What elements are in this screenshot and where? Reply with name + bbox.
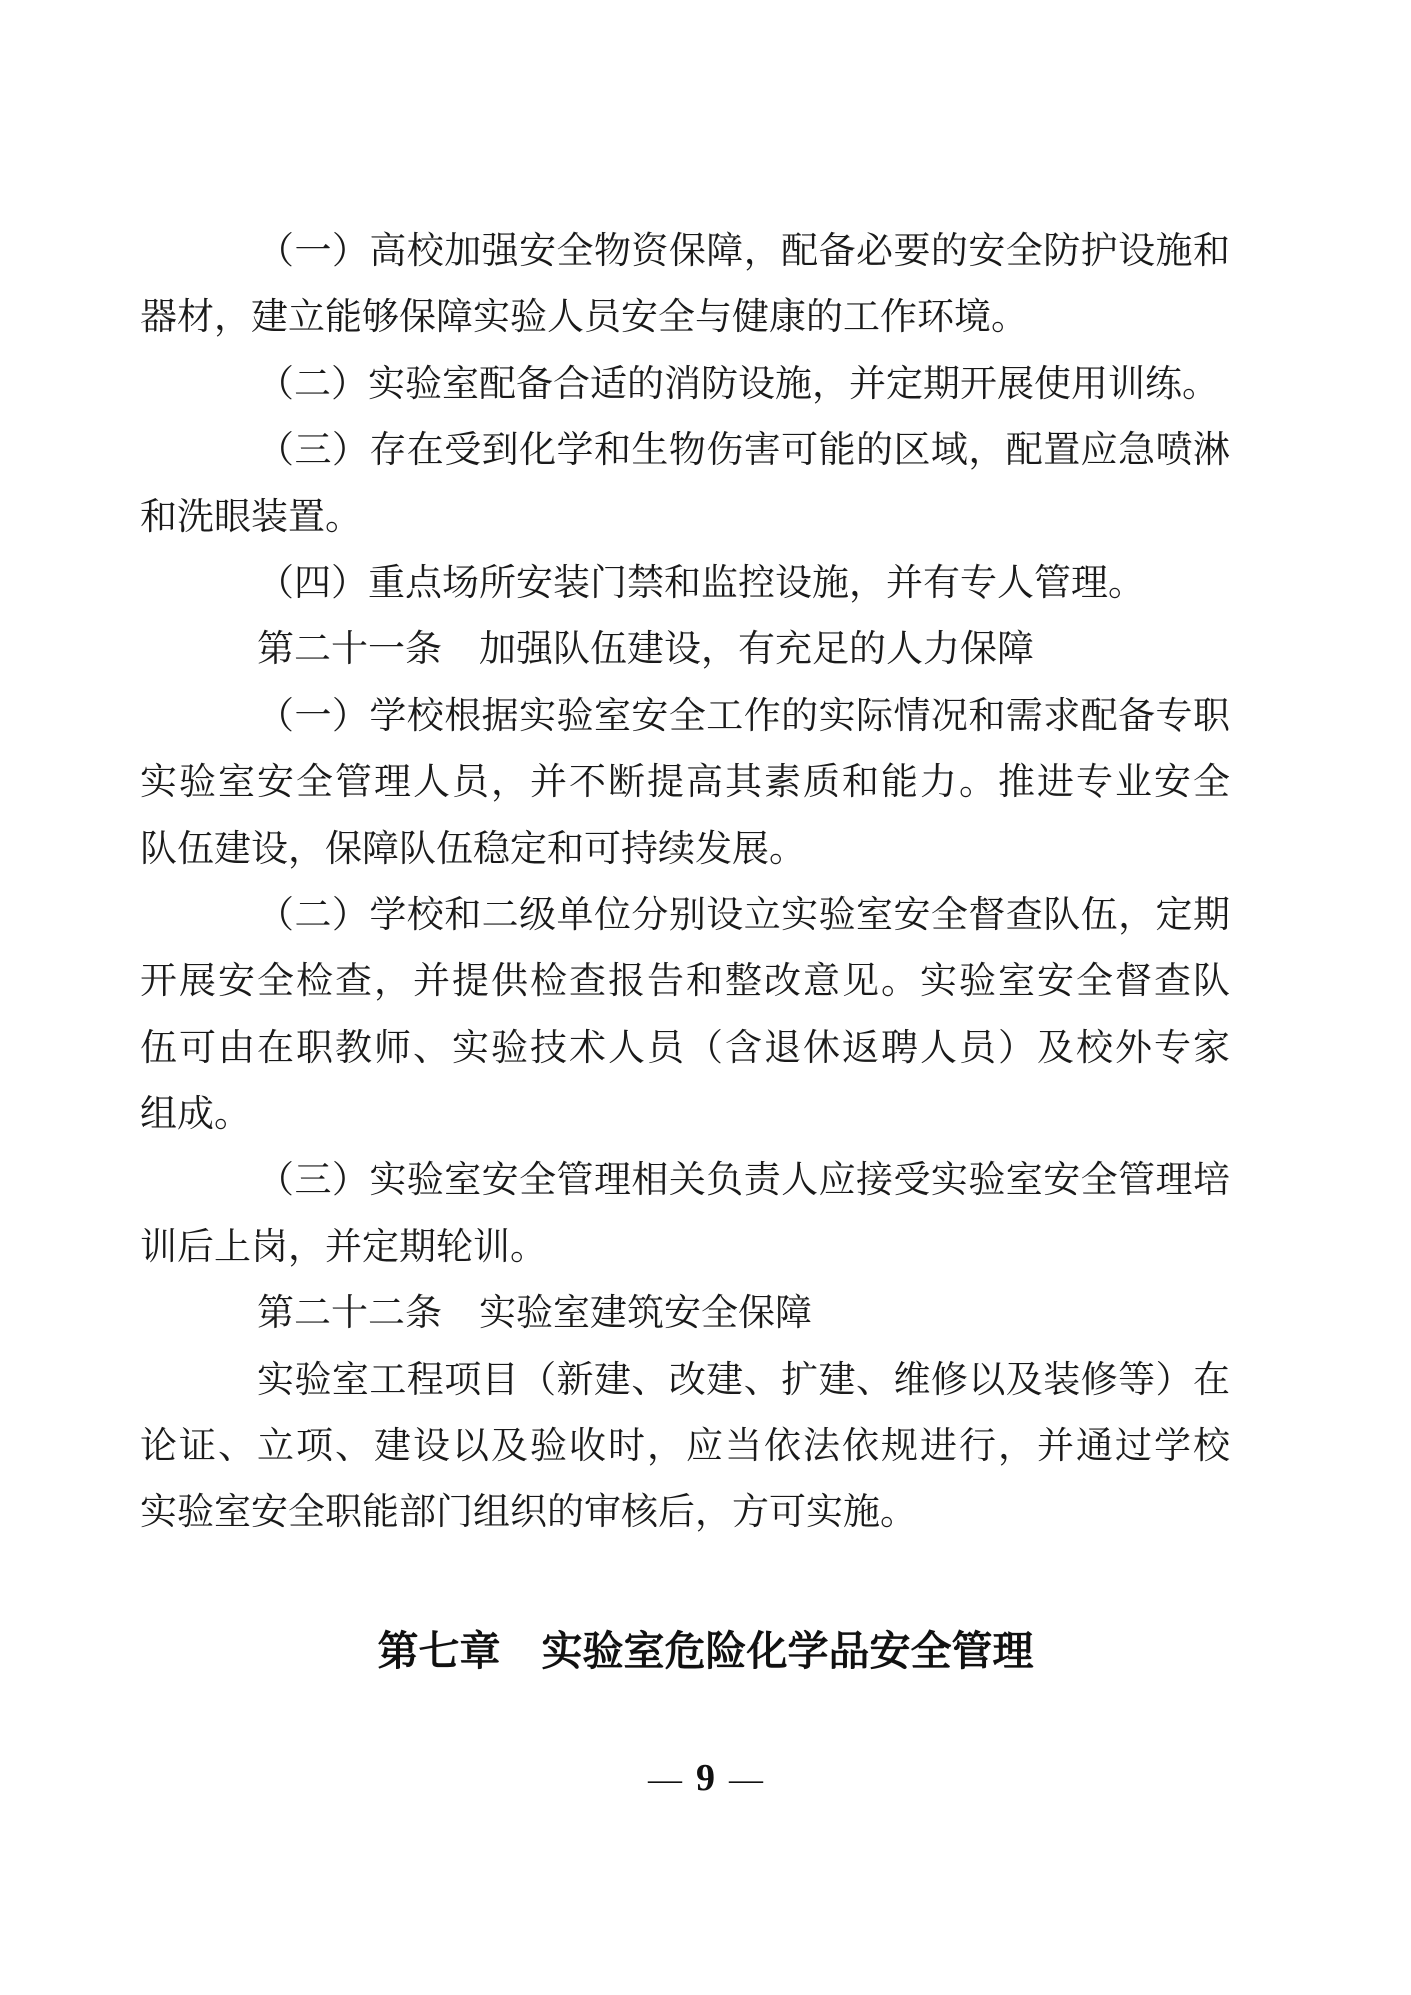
- paragraph: [140, 1148, 1230, 1281]
- text-line: 器材，建立能够保障实验人员安全与健康的工作环境。: [140, 297, 1028, 339]
- text-line: （一）学校根据实验室安全工作的实际情况和需求配备专职: [257, 695, 1230, 737]
- paragraph: [140, 352, 1230, 418]
- paragraph: [140, 551, 1230, 617]
- footer-right-dash: —: [729, 1761, 763, 1798]
- text-line: 队伍建设，保障队伍稳定和可持续发展。: [140, 828, 806, 870]
- article-heading: [140, 1281, 1230, 1347]
- chapter-heading: 第七章 实验室危险化学品安全管理: [377, 1628, 1034, 1674]
- text-line: 训后上岗，并定期轮训。: [140, 1226, 547, 1268]
- text-line: 和洗眼装置。: [140, 496, 362, 538]
- footer-left-dash: —: [648, 1761, 682, 1798]
- text-line: （三）实验室安全管理相关负责人应接受实验室安全管理培: [257, 1160, 1230, 1202]
- text-line: （四）重点场所安装门禁和监控设施，并有专人管理。: [257, 562, 1145, 604]
- page-footer: [0, 1752, 1411, 1806]
- body-text-block: [140, 219, 1230, 1547]
- paragraph: [140, 418, 1230, 551]
- text-line: （三）存在受到化学和生物伤害可能的区域，配置应急喷淋: [257, 430, 1230, 472]
- paragraph: [140, 1348, 1230, 1547]
- text-line: 论证、立项、建设以及验收时，应当依法依规进行，并通过学校: [140, 1426, 1230, 1468]
- text-line: （一）高校加强安全物资保障，配备必要的安全防护设施和: [257, 231, 1230, 272]
- text-line: 开展安全检查，并提供检查报告和整改意见。实验室安全督查队: [140, 961, 1230, 1003]
- text-line: （二）实验室配备合适的消防设施，并定期开展使用训练。: [257, 363, 1219, 405]
- text-line: 实验室工程项目（新建、改建、扩建、维修以及装修等）在: [257, 1359, 1230, 1401]
- article-heading: [140, 617, 1230, 683]
- paragraph: [140, 684, 1230, 883]
- paragraph: [140, 883, 1230, 1149]
- text-line: 实验室安全职能部门组织的审核后，方可实施。: [140, 1492, 917, 1534]
- paragraph: [140, 219, 1230, 352]
- text-line: （二）学校和二级单位分别设立实验室安全督查队伍，定期: [257, 894, 1230, 936]
- text-line: 伍可由在职教师、实验技术人员（含退休返聘人员）及校外专家: [140, 1027, 1230, 1069]
- page-number: 9: [696, 1757, 715, 1799]
- text-line: 第二十二条 实验室建筑安全保障: [257, 1293, 812, 1335]
- text-line: 第二十一条 加强队伍建设，有充足的人力保障: [257, 629, 1034, 671]
- text-line: 实验室安全管理人员，并不断提高其素质和能力。推进专业安全: [140, 762, 1230, 804]
- text-line: 组成。: [140, 1094, 251, 1136]
